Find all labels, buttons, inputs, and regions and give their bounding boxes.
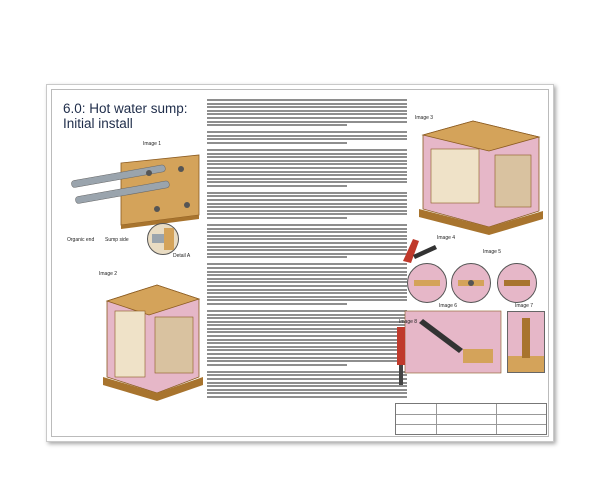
image-7-illustration [507, 311, 545, 373]
body-text-block [207, 99, 407, 423]
image-3-label: Image 3 [415, 115, 434, 121]
image-4-label: Image 4 [437, 235, 456, 241]
image-5-detail-1 [407, 263, 447, 303]
image-2-label: Image 2 [99, 271, 118, 277]
drawing-sheet [46, 84, 554, 442]
image-5-detail-2 [451, 263, 491, 303]
image-1-illustration [61, 145, 201, 235]
callout-detail-a: Detail A [173, 253, 191, 259]
image-8-illustration [393, 327, 409, 387]
image-6-label: Image 6 [439, 303, 458, 309]
image-1-label: Image 1 [143, 141, 162, 147]
detail-a-circle [147, 223, 179, 255]
image-3-illustration [411, 115, 547, 235]
image-7-label: Image 7 [515, 303, 534, 309]
page-title-line-2: Initial install [63, 116, 133, 131]
callout-sump-side: Sump side [105, 237, 129, 243]
page-title [63, 101, 193, 131]
image-8-label: Image 8 [399, 319, 418, 325]
image-5-detail-3 [497, 263, 537, 303]
title-block [395, 403, 547, 435]
image-4-illustration [399, 235, 439, 265]
callout-organic-end: Organic end [67, 237, 95, 243]
image-5-label: Image 5 [483, 249, 502, 255]
image-2-illustration [97, 281, 207, 401]
page-title-line-1: 6.0: Hot water sump: [63, 101, 188, 116]
image-6-illustration [403, 309, 503, 375]
